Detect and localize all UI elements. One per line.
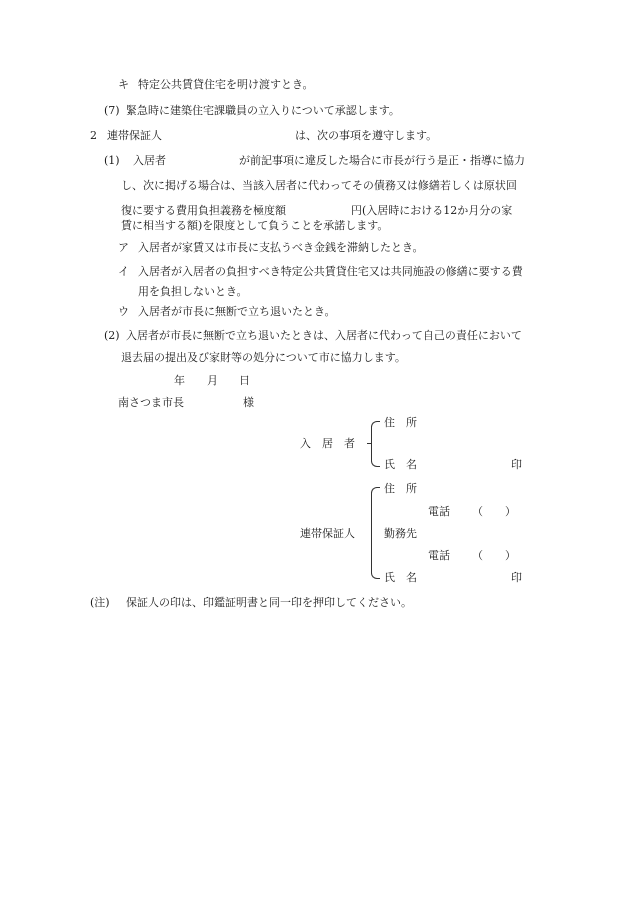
para1-tenant-word: 入居者 <box>133 154 166 167</box>
guarantor-seal-mark: 印 <box>511 571 522 584</box>
item-7-text: 緊急時に建築住宅課職員の立入りについて承認します。 <box>126 104 400 117</box>
note-label: (注) <box>90 596 110 609</box>
sub-i-line2: 用を負担しないとき。 <box>138 285 248 298</box>
guarantor-bracket <box>371 487 380 579</box>
guarantor-address-label: 住 所 <box>384 482 417 495</box>
date-year: 年 <box>174 374 185 387</box>
guarantor-phone1-label: 電話 <box>428 505 450 518</box>
date-month: 月 <box>207 374 218 387</box>
sub-i-label: イ <box>118 265 129 278</box>
note-text: 保証人の印は、印鑑証明書と同一印を押印してください。 <box>126 596 412 609</box>
tenant-label: 入 居 者 <box>300 437 355 450</box>
para1-line4: 賃に相当する額)を限度として負うことを承諾します。 <box>121 219 389 232</box>
para2-line2: 退去届の提出及び家財等の処分について市に協力します。 <box>121 351 406 364</box>
para2-label: (2) <box>104 329 120 342</box>
tenant-bracket-notch <box>367 443 371 444</box>
sub-u-label: ウ <box>118 305 129 318</box>
para1-label: (1) <box>104 154 120 167</box>
sub-u-text: 入居者が市長に無断で立ち退いたとき。 <box>138 305 336 318</box>
item-ki-text: 特定公共賃貸住宅を明け渡すとき。 <box>138 78 314 91</box>
sub-a-label: ア <box>118 241 129 254</box>
addressee-name: 南さつま市長 <box>118 396 184 409</box>
guarantor-phone2-label: 電話 <box>428 549 450 562</box>
addressee-honorific: 様 <box>243 396 254 409</box>
sub-a-text: 入居者が家賃又は市長に支払うべき金銭を滞納したとき。 <box>138 241 424 254</box>
para1-line3-a: 復に要する費用負担義務を極度額 <box>121 204 286 217</box>
para1-line1: が前記事項に違反した場合に市長が行う是正・指導に協力 <box>239 154 525 167</box>
guarantor-phone1-area: （ ） <box>472 505 516 518</box>
tenant-seal-mark: 印 <box>511 458 522 471</box>
guarantor-workplace-label: 勤務先 <box>384 527 417 540</box>
para2-line1: 入居者が市長に無断で立ち退いたときは、入居者に代わって自己の責任において <box>126 329 522 342</box>
sub-i-line1: 入居者が入居者の負担すべき特定公共賃貸住宅又は共同施設の修繕に要する費 <box>138 265 523 278</box>
para1-line3-b: 円(入居時における12か月分の家 <box>351 204 513 217</box>
tenant-name-label: 氏 名 <box>384 458 417 471</box>
section2-guarantor-label: 連帯保証人 <box>107 129 162 142</box>
tenant-bracket <box>371 421 380 467</box>
section2-number: 2 <box>90 129 97 142</box>
guarantor-label: 連帯保証人 <box>300 527 355 540</box>
guarantor-name-label: 氏 名 <box>384 571 417 584</box>
date-day: 日 <box>239 374 250 387</box>
item-7-label: (7) <box>104 104 120 117</box>
section2-text: は、次の事項を遵守します。 <box>295 129 438 142</box>
tenant-address-label: 住 所 <box>384 416 417 429</box>
item-ki-label: キ <box>118 78 129 91</box>
para1-line2: し、次に掲げる場合は、当該入居者に代わってその債務又は修繕若しくは原状回 <box>121 179 517 192</box>
guarantor-phone2-area: （ ） <box>472 549 516 562</box>
